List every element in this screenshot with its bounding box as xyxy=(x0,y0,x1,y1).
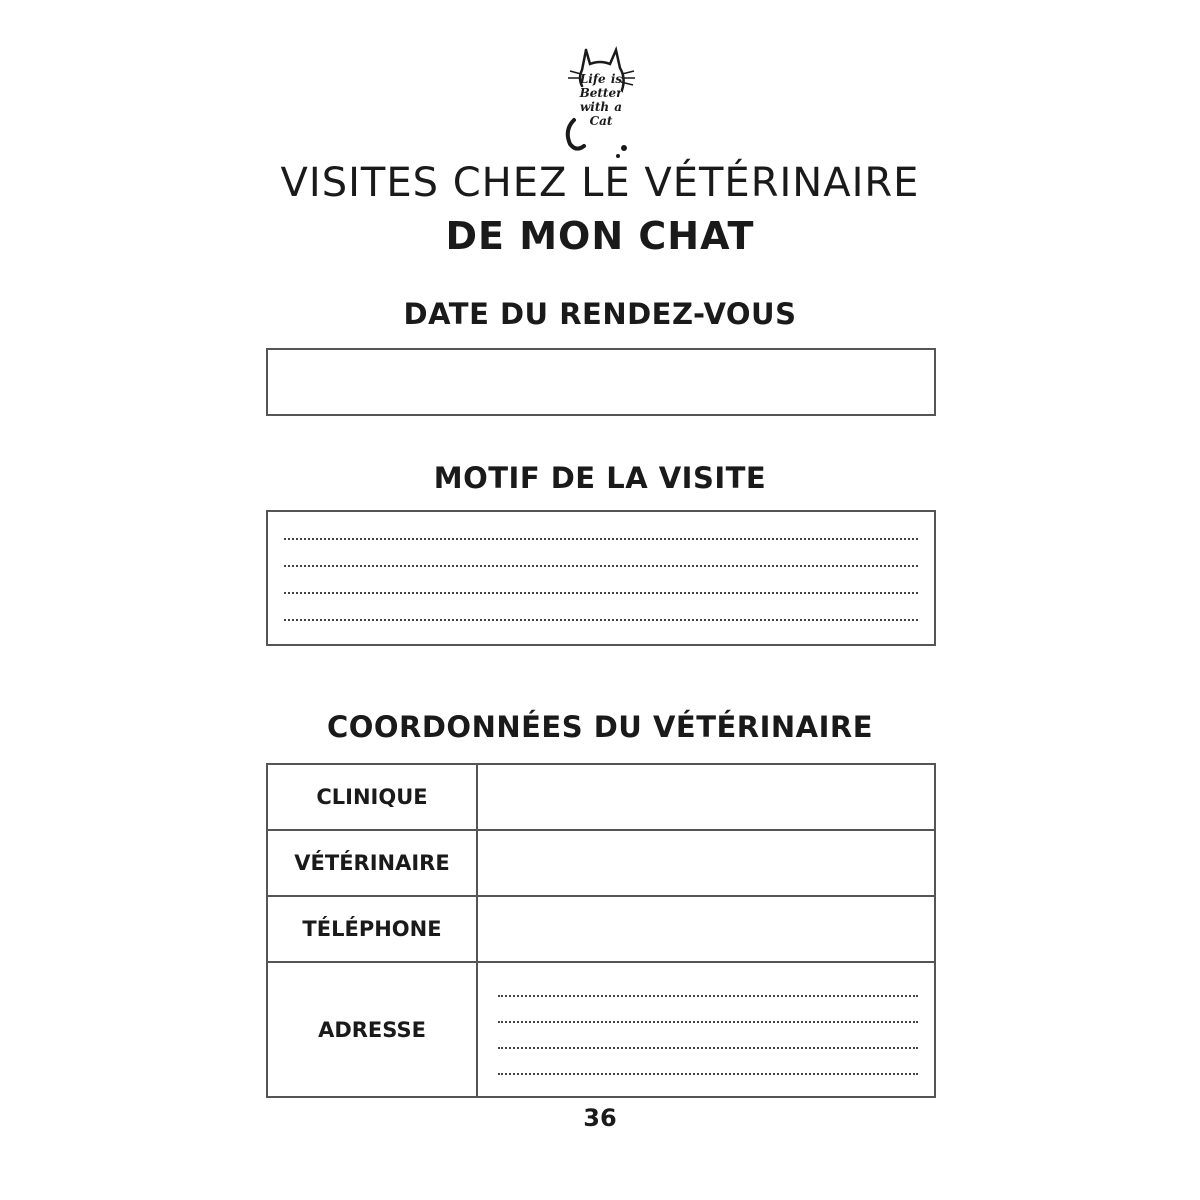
vet-details-table xyxy=(266,763,936,1098)
veterinaire-field[interactable] xyxy=(477,830,935,896)
telephone-label: TÉLÉPHONE xyxy=(267,896,477,962)
dotted-line xyxy=(284,619,918,621)
dotted-line xyxy=(498,995,918,997)
dotted-line xyxy=(498,1021,918,1023)
cat-logo xyxy=(560,44,640,164)
motif-field[interactable] xyxy=(266,510,936,646)
dotted-line xyxy=(284,592,918,594)
page-title-line-1: VISITES CHEZ LE VÉTÉRINAIRE xyxy=(280,160,920,206)
table-row xyxy=(267,896,935,962)
dotted-line xyxy=(498,1073,918,1075)
veterinaire-label: VÉTÉRINAIRE xyxy=(267,830,477,896)
clinique-field[interactable] xyxy=(477,764,935,830)
page-number: 36 xyxy=(583,1104,617,1132)
dotted-line xyxy=(284,538,918,540)
logo-lettering: Life is Better with a Cat xyxy=(579,72,623,128)
table-row xyxy=(267,764,935,830)
date-field[interactable] xyxy=(266,348,936,416)
date-heading: DATE DU RENDEZ-VOUS xyxy=(403,297,797,331)
table-row xyxy=(267,830,935,896)
page-title-line-2: DE MON CHAT xyxy=(445,214,755,258)
table-row xyxy=(267,962,935,1097)
telephone-field[interactable] xyxy=(477,896,935,962)
dotted-line xyxy=(284,565,918,567)
vet-details-heading: COORDONNÉES DU VÉTÉRINAIRE xyxy=(326,710,874,744)
dotted-line xyxy=(498,1047,918,1049)
adresse-label: ADRESSE xyxy=(267,962,477,1097)
adresse-field[interactable] xyxy=(477,962,935,1097)
motif-heading: MOTIF DE LA VISITE xyxy=(433,461,767,495)
clinique-label: CLINIQUE xyxy=(267,764,477,830)
